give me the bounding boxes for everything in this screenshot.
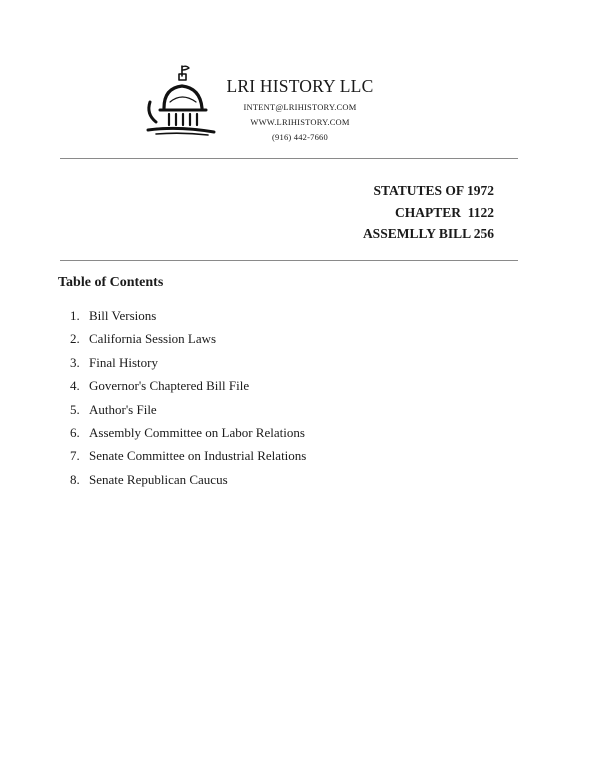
toc-item bbox=[70, 423, 306, 446]
toc-item-number: 2. bbox=[70, 331, 80, 347]
toc-item-label: California Session Laws bbox=[89, 331, 217, 347]
toc-item-number: 1. bbox=[70, 308, 80, 323]
toc-item-label: Senate Republican Caucus bbox=[89, 471, 228, 487]
company-name: LRI HISTORY LLC bbox=[226, 76, 374, 96]
bottom-divider bbox=[60, 260, 518, 261]
toc-item-number: 7. bbox=[70, 448, 80, 464]
company-website: WWW.LRIHISTORY.COM bbox=[250, 117, 350, 127]
toc-item-label: Senate Committee on Industrial Relations bbox=[89, 448, 307, 464]
statutes-block bbox=[363, 180, 494, 245]
company-email: INTENT@LRIHISTORY.COM bbox=[243, 102, 357, 112]
company-phone: (916) 442-7660 bbox=[272, 132, 328, 142]
top-divider bbox=[60, 158, 518, 159]
toc-item-number: 6. bbox=[70, 424, 80, 440]
toc-item-number: 8. bbox=[70, 471, 80, 487]
statutes-chapter: CHAPTER 1122 bbox=[394, 204, 494, 220]
toc-item bbox=[70, 400, 306, 423]
toc-title: Table of Contents bbox=[58, 275, 164, 290]
company-header bbox=[220, 76, 380, 145]
toc-item bbox=[70, 306, 306, 329]
toc-item-number: 3. bbox=[70, 354, 80, 370]
toc-item-label: Bill Versions bbox=[89, 308, 157, 323]
toc-item-number: 4. bbox=[70, 378, 80, 394]
toc-item bbox=[70, 329, 306, 352]
toc-item bbox=[70, 470, 306, 493]
statutes-bill: ASSEMLLY BILL 256 bbox=[362, 226, 494, 241]
capitol-dome-icon bbox=[142, 62, 216, 140]
toc-item-label: Final History bbox=[89, 354, 158, 370]
toc-item bbox=[70, 446, 306, 469]
toc-item bbox=[70, 353, 306, 376]
toc-item-label: Assembly Committee on Labor Relations bbox=[89, 424, 305, 440]
toc-item-number: 5. bbox=[70, 401, 80, 417]
statutes-year: STATUTES OF 1972 bbox=[373, 183, 494, 198]
toc-item-label: Author's File bbox=[89, 401, 157, 417]
toc-list bbox=[70, 306, 306, 493]
toc-item bbox=[70, 376, 306, 399]
toc-item-label: Governor's Chaptered Bill File bbox=[89, 378, 250, 394]
